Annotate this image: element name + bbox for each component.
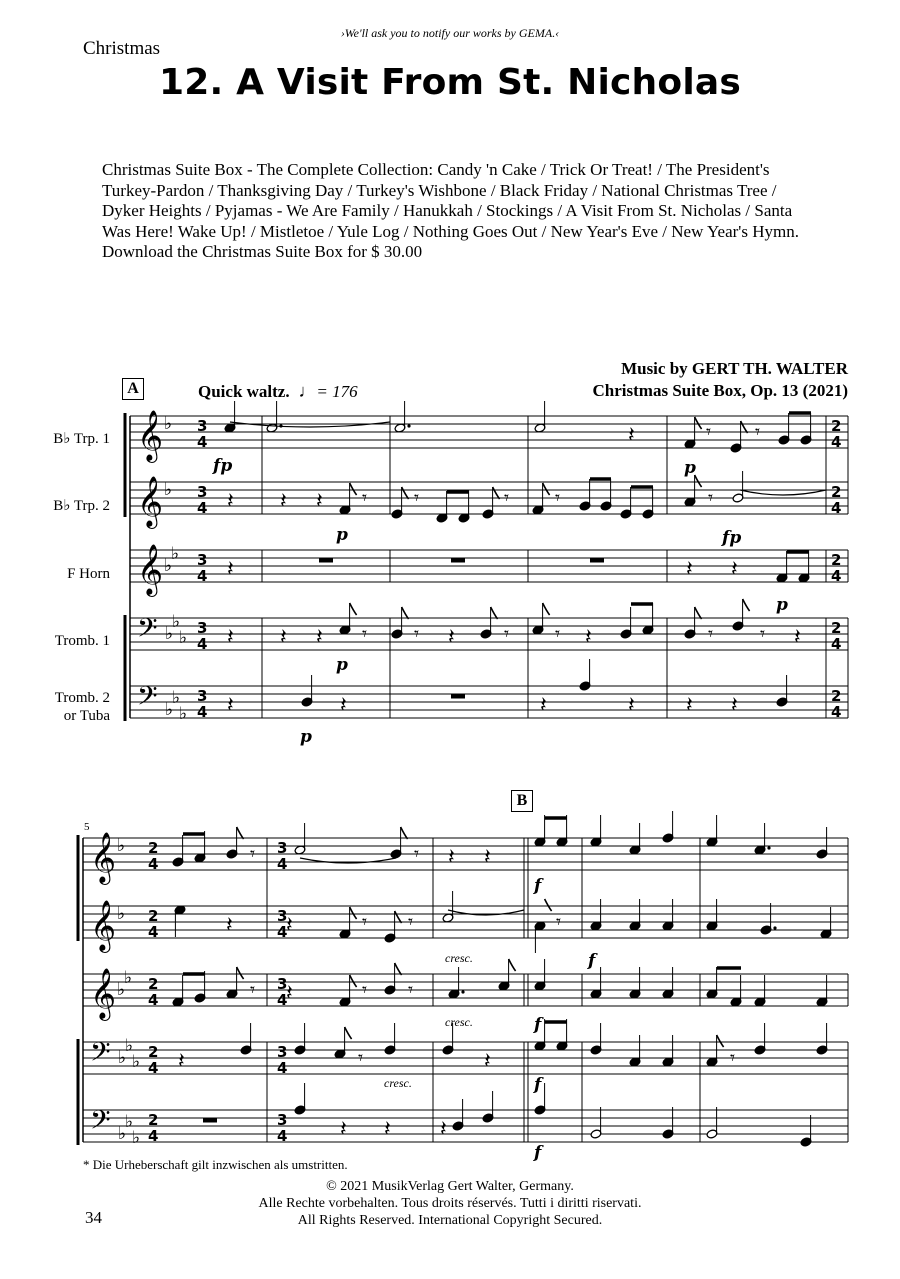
note-flag xyxy=(695,607,702,619)
time-signature: 3 xyxy=(277,1111,288,1129)
time-signature: 4 xyxy=(148,991,159,1009)
dynamic-marking: fp xyxy=(722,528,742,548)
quarter-rest-icon: 𝄽 xyxy=(448,625,455,650)
time-signature: 4 xyxy=(197,635,208,653)
treble-clef-icon: 𝄞 xyxy=(137,476,164,527)
quarter-rest-icon: 𝄽 xyxy=(227,693,234,718)
eighth-rest-icon: 𝄾 xyxy=(706,421,712,443)
note-flag xyxy=(717,1035,724,1047)
note-flag xyxy=(350,603,357,615)
eighth-rest-icon: 𝄾 xyxy=(755,421,761,443)
bass-clef-icon: 𝄢 xyxy=(90,1036,111,1074)
time-signature: 2 xyxy=(831,619,842,637)
flat-icon: ♭ xyxy=(125,1112,134,1131)
time-signature: 4 xyxy=(148,1059,159,1077)
copyright-block xyxy=(0,1178,900,1229)
note-flag xyxy=(491,607,498,619)
cresc-marking: cresc. xyxy=(445,1015,473,1029)
eighth-rest-icon: 𝄾 xyxy=(414,623,420,645)
augmentation-dot xyxy=(767,846,770,849)
note-flag xyxy=(741,421,748,433)
time-signature: 3 xyxy=(197,551,208,569)
quarter-rest-icon: 𝄽 xyxy=(316,625,323,650)
bass-clef-icon: 𝄢 xyxy=(137,612,158,650)
gema-notice: ›We'll ask you to notify our works by GEMA.‹ xyxy=(340,26,560,40)
quarter-rest-icon: 𝄽 xyxy=(686,557,693,582)
quarter-rest-icon: 𝄽 xyxy=(280,625,287,650)
time-signature: 2 xyxy=(831,417,842,435)
quarter-rest-icon: 𝄽 xyxy=(340,693,347,718)
whole-rest-icon xyxy=(451,694,465,699)
eighth-rest-icon: 𝄾 xyxy=(362,911,368,933)
quarter-rest-icon: 𝄽 xyxy=(731,693,738,718)
eighth-rest-icon: 𝄾 xyxy=(362,979,368,1001)
quarter-rest-icon: 𝄽 xyxy=(628,423,635,448)
flat-icon: ♭ xyxy=(132,1128,141,1147)
instrument-label-tromb2-line1: Tromb. 2 xyxy=(54,690,110,706)
note-flag xyxy=(395,963,402,975)
time-signature: 4 xyxy=(277,855,288,873)
augmentation-dot xyxy=(461,990,464,993)
note-flag xyxy=(237,827,244,839)
time-signature: 3 xyxy=(197,483,208,501)
note-flag xyxy=(345,1027,352,1039)
time-signature: 2 xyxy=(831,483,842,501)
time-signature: 4 xyxy=(197,567,208,585)
quarter-rest-icon: 𝄽 xyxy=(448,845,455,870)
quarter-rest-icon: 𝄽 xyxy=(227,489,234,514)
dynamic-marking: p xyxy=(300,727,312,747)
time-signature: 4 xyxy=(277,1127,288,1145)
quarter-rest-icon: 𝄽 xyxy=(484,1049,491,1074)
note-flag xyxy=(743,599,750,611)
treble-clef-icon: 𝄞 xyxy=(90,900,117,951)
augmentation-dot xyxy=(773,926,776,929)
dynamic-marking: f xyxy=(534,1015,542,1035)
note-flag xyxy=(350,907,357,919)
time-signature: 3 xyxy=(197,687,208,705)
time-signature: 4 xyxy=(148,923,159,941)
time-signature: 4 xyxy=(197,433,208,451)
slur xyxy=(740,490,826,495)
time-signature: 4 xyxy=(831,433,842,451)
work-credit: Christmas Suite Box, Op. 13 (2021) xyxy=(592,381,848,400)
whole-rest-icon xyxy=(319,558,333,563)
dynamic-marking: f xyxy=(534,1075,542,1095)
eighth-rest-icon: 𝄾 xyxy=(414,487,420,509)
time-signature: 4 xyxy=(831,703,842,721)
collection-description: Christmas Suite Box - The Complete Collection: Candy 'n Cake / Trick Or Treat! / The President's Turkey-Pardon / Thanksgiving Day / Turkey's Wishbone / Black Friday / National Christmas Tree / Dyker Heights / Pyjamas - We Are Family / Hanukkah / Stockings / A Visit From St. Nicholas / Santa Was Here! Wake Up! / Mistletoe / Yule Log / Nothing Goes Out / New Year's Eve / New Year's Hymn. Download the Christmas Suite Box for $ 30.00 xyxy=(102,160,799,261)
note-flag xyxy=(695,417,702,429)
eighth-rest-icon: 𝄾 xyxy=(250,979,256,1001)
time-signature: 2 xyxy=(148,839,159,857)
flat-icon: ♭ xyxy=(179,704,188,723)
quarter-note-icon: ♩ xyxy=(293,381,317,401)
flat-icon: ♭ xyxy=(164,480,173,499)
flat-icon: ♭ xyxy=(125,1036,134,1055)
rehearsal-mark-b: B xyxy=(511,790,533,812)
eighth-rest-icon: 𝄾 xyxy=(708,487,714,509)
dynamic-marking: p xyxy=(336,525,348,545)
bass-clef-icon: 𝄢 xyxy=(137,680,158,718)
time-signature: 3 xyxy=(277,907,288,925)
flat-icon: ♭ xyxy=(117,836,126,855)
note-flag xyxy=(402,487,409,499)
flat-icon: ♭ xyxy=(171,544,180,563)
flat-icon: ♭ xyxy=(132,1052,141,1071)
time-signature: 4 xyxy=(197,703,208,721)
time-signature: 4 xyxy=(148,855,159,873)
time-signature: 4 xyxy=(831,499,842,517)
time-signature: 2 xyxy=(831,551,842,569)
page-number: 34 xyxy=(85,1208,102,1227)
quarter-rest-icon: 𝄽 xyxy=(686,693,693,718)
time-signature: 2 xyxy=(148,1111,159,1129)
flat-icon: ♭ xyxy=(118,1048,127,1067)
flat-icon: ♭ xyxy=(118,1124,127,1143)
quarter-rest-icon: 𝄽 xyxy=(585,625,592,650)
instrument-label-tromb1: Tromb. 1 xyxy=(54,633,110,649)
flat-icon: ♭ xyxy=(172,612,181,631)
eighth-rest-icon: 𝄾 xyxy=(362,623,368,645)
tempo-value: = 176 xyxy=(316,382,358,401)
instrument-label-tromb2-line2: or Tuba xyxy=(63,708,110,724)
eighth-rest-icon: 𝄾 xyxy=(504,623,510,645)
flat-icon: ♭ xyxy=(165,700,174,719)
note-flag xyxy=(543,603,550,615)
quarter-rest-icon: 𝄽 xyxy=(540,693,547,718)
instrument-label-horn: F Horn xyxy=(67,566,110,582)
time-signature: 3 xyxy=(197,417,208,435)
note-flag xyxy=(395,911,402,923)
eighth-rest-icon: 𝄾 xyxy=(358,1047,364,1069)
dynamic-marking: p xyxy=(336,655,348,675)
quarter-rest-icon: 𝄽 xyxy=(384,1117,391,1142)
eighth-rest-icon: 𝄾 xyxy=(504,487,510,509)
flat-icon: ♭ xyxy=(172,688,181,707)
quarter-rest-icon: 𝄽 xyxy=(286,981,293,1006)
time-signature: 4 xyxy=(148,1127,159,1145)
time-signature: 4 xyxy=(831,635,842,653)
note-flag xyxy=(350,975,357,987)
copyright-line: © 2021 MusikVerlag Gert Walter, Germany. xyxy=(326,1179,574,1194)
note-flag xyxy=(545,899,552,911)
quarter-rest-icon: 𝄽 xyxy=(628,693,635,718)
copyright-line: All Rights Reserved. International Copyright Secured. xyxy=(297,1213,603,1228)
treble-clef-icon: 𝄞 xyxy=(90,832,117,883)
bass-clef-icon: 𝄢 xyxy=(90,1104,111,1142)
time-signature: 4 xyxy=(197,499,208,517)
score-system-1 xyxy=(125,401,848,747)
quarter-rest-icon: 𝄽 xyxy=(316,489,323,514)
whole-rest-icon xyxy=(590,558,604,563)
dynamic-marking: p xyxy=(776,595,788,615)
quarter-rest-icon: 𝄽 xyxy=(227,557,234,582)
time-signature: 2 xyxy=(148,975,159,993)
note-flag xyxy=(401,827,408,839)
note-flag xyxy=(543,483,550,495)
instrument-label-trp2: B♭ Trp. 2 xyxy=(53,498,110,514)
quarter-rest-icon: 𝄽 xyxy=(731,557,738,582)
quarter-rest-icon: 𝄽 xyxy=(440,1117,447,1142)
quarter-rest-icon: 𝄽 xyxy=(794,625,801,650)
flat-icon: ♭ xyxy=(165,624,174,643)
quarter-rest-icon: 𝄽 xyxy=(226,913,233,938)
time-signature: 2 xyxy=(148,1043,159,1061)
note-flag xyxy=(350,483,357,495)
flat-icon: ♭ xyxy=(164,414,173,433)
quarter-rest-icon: 𝄽 xyxy=(280,489,287,514)
note-flag xyxy=(493,487,500,499)
rehearsal-mark-a: A xyxy=(122,378,144,400)
whole-rest-icon xyxy=(203,1118,217,1123)
treble-clef-icon: 𝄞 xyxy=(137,410,164,461)
time-signature: 3 xyxy=(277,1043,288,1061)
quarter-rest-icon: 𝄽 xyxy=(178,1049,185,1074)
quarter-rest-icon: 𝄽 xyxy=(286,913,293,938)
dynamic-marking: f xyxy=(534,1143,542,1163)
copyright-line: Alle Rechte vorbehalten. Tous droits réservés. Tutti i diritti riservati. xyxy=(258,1196,642,1211)
time-signature: 4 xyxy=(277,923,288,941)
piece-title: 12. A Visit From St. Nicholas xyxy=(159,62,741,103)
time-signature: 3 xyxy=(277,839,288,857)
dynamic-marking: fp xyxy=(213,456,233,476)
instrument-label-trp1: B♭ Trp. 1 xyxy=(53,431,110,447)
time-signature: 2 xyxy=(148,907,159,925)
dynamic-marking: f xyxy=(588,951,596,971)
eighth-rest-icon: 𝄾 xyxy=(408,979,414,1001)
time-signature: 4 xyxy=(831,567,842,585)
flat-icon: ♭ xyxy=(164,556,173,575)
eighth-rest-icon: 𝄾 xyxy=(408,911,414,933)
category-label: Christmas xyxy=(83,38,161,59)
composer-credit: Music by GERT TH. WALTER xyxy=(621,359,848,378)
footnote: * Die Urheberschaft gilt inzwischen als umstritten. xyxy=(83,1157,348,1172)
treble-clef-icon: 𝄞 xyxy=(90,968,117,1019)
measure-number: 5 xyxy=(84,821,90,833)
flat-icon: ♭ xyxy=(124,968,133,987)
flat-icon: ♭ xyxy=(179,628,188,647)
note-flag xyxy=(695,475,702,487)
quarter-rest-icon: 𝄽 xyxy=(340,1117,347,1142)
eighth-rest-icon: 𝄾 xyxy=(414,843,420,865)
eighth-rest-icon: 𝄾 xyxy=(250,843,256,865)
dynamic-marking: f xyxy=(534,876,542,896)
flat-icon: ♭ xyxy=(117,980,126,999)
time-signature: 4 xyxy=(277,1059,288,1077)
cresc-marking: cresc. xyxy=(445,951,473,965)
score-system-2 xyxy=(78,811,848,1163)
whole-rest-icon xyxy=(451,558,465,563)
treble-clef-icon: 𝄞 xyxy=(137,544,164,595)
tempo-text: Quick waltz. xyxy=(198,382,290,401)
eighth-rest-icon: 𝄾 xyxy=(556,911,562,933)
flat-icon: ♭ xyxy=(117,904,126,923)
time-signature: 3 xyxy=(197,619,208,637)
time-signature: 4 xyxy=(277,991,288,1009)
note-flag xyxy=(402,607,409,619)
dynamic-marking: p xyxy=(684,458,696,478)
eighth-rest-icon: 𝄾 xyxy=(362,487,368,509)
eighth-rest-icon: 𝄾 xyxy=(555,623,561,645)
quarter-rest-icon: 𝄽 xyxy=(227,625,234,650)
quarter-rest-icon: 𝄽 xyxy=(484,845,491,870)
eighth-rest-icon: 𝄾 xyxy=(555,487,561,509)
note-flag xyxy=(237,967,244,979)
cresc-marking: cresc. xyxy=(384,1076,412,1090)
augmentation-dot xyxy=(407,424,410,427)
eighth-rest-icon: 𝄾 xyxy=(760,623,766,645)
eighth-rest-icon: 𝄾 xyxy=(708,623,714,645)
eighth-rest-icon: 𝄾 xyxy=(730,1047,736,1069)
note-flag xyxy=(509,959,516,971)
time-signature: 3 xyxy=(277,975,288,993)
time-signature: 2 xyxy=(831,687,842,705)
